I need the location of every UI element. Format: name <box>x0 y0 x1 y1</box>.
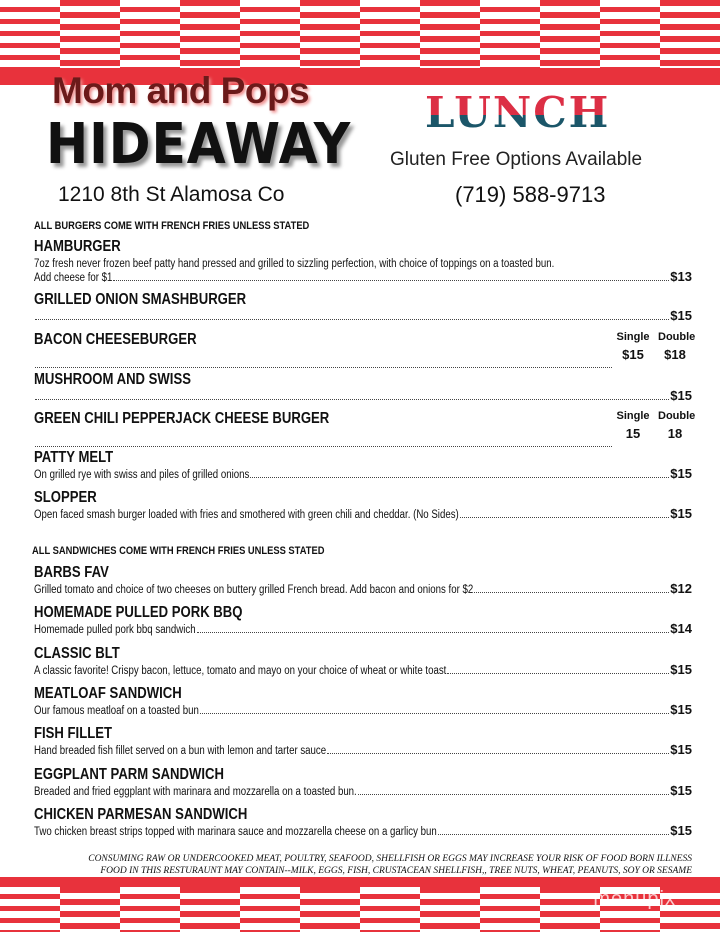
item-name: GREEN CHILI PEPPERJACK CHEESE BURGER <box>34 410 330 427</box>
menu-item <box>34 410 696 450</box>
phone-number: (719) 588-9713 <box>455 182 606 207</box>
size-prices <box>616 347 692 362</box>
checker-column <box>480 0 540 68</box>
disclaimer-line-2: FOOD IN THIS RESTURAUNT MAY CONTAIN--MILK, EGGS, FISH, CRUSTACEAN SHELLFISH,, TREE NUTS, WHEAT, PEANUTS, SOY OR SESAME <box>100 866 692 876</box>
double-label: Double <box>658 331 696 343</box>
item-price: $15 <box>670 388 692 403</box>
menu-item <box>34 291 692 323</box>
item-name: CHICKEN PARMESAN SANDWICH <box>34 806 248 823</box>
menu-item <box>34 725 692 757</box>
watermark: menupix <box>593 888 676 910</box>
menu-item <box>34 489 692 521</box>
item-name: GRILLED ONION SMASHBURGER <box>34 291 247 308</box>
item-description: Grilled tomato and choice of two cheeses on buttery grilled French bread. Add bacon and onions for $2 <box>34 584 474 596</box>
dot-leader <box>197 632 670 633</box>
dot-leader <box>327 753 669 754</box>
size-prices <box>616 426 692 441</box>
double-label: Double <box>658 410 696 422</box>
single-price: $15 <box>622 347 644 362</box>
checker-column <box>420 887 480 932</box>
checker-column <box>480 887 540 932</box>
size-labels <box>616 410 696 422</box>
single-label: Single <box>616 410 650 422</box>
item-name: MEATLOAF SANDWICH <box>34 685 182 702</box>
item-price: $13 <box>670 269 692 284</box>
double-price: $18 <box>664 347 686 362</box>
size-labels <box>616 331 696 343</box>
dot-leader <box>200 713 669 714</box>
single-double-prices <box>616 331 696 362</box>
item-price: $15 <box>670 662 692 677</box>
disclaimer-line-1: CONSUMING RAW OR UNDERCOOKED MEAT, POULTRY, SEAFOOD, SHELLFISH OR EGGS MAY INCREASE YOUR RISK OF FOOD BORN ILLNESS <box>88 854 692 864</box>
menu-item <box>34 766 692 798</box>
checker-column <box>60 0 120 68</box>
checker-column <box>540 887 600 932</box>
item-price-line <box>34 357 692 371</box>
single-double-prices <box>616 410 696 441</box>
item-price-line <box>34 743 692 757</box>
item-price-line <box>34 622 692 636</box>
item-name: FISH FILLET <box>34 725 112 742</box>
item-description: 7oz fresh never frozen beef patty hand pressed and grilled to sizzling perfection, with choice of toppings on a toasted bun. <box>34 258 555 270</box>
item-price-line <box>34 784 692 798</box>
dot-leader <box>474 592 669 593</box>
checker-column <box>180 887 240 932</box>
menu-item <box>34 604 692 636</box>
item-price-line <box>34 389 692 403</box>
item-description: Hand breaded fish fillet served on a bun with lemon and tarter sauce <box>34 745 327 757</box>
single-label: Single <box>616 331 650 343</box>
dot-leader <box>35 446 612 447</box>
item-description: On grilled rye with swiss and piles of grilled onions <box>34 469 250 481</box>
gluten-free-note: Gluten Free Options Available <box>390 149 643 170</box>
item-price-line <box>34 663 692 677</box>
checker-column <box>120 0 180 68</box>
dot-leader <box>35 367 612 368</box>
item-name: BACON CHEESEBURGER <box>34 331 197 348</box>
item-price: $15 <box>670 506 692 521</box>
item-price: $15 <box>670 783 692 798</box>
sandwiches-note: ALL SANDWICHES COME WITH FRENCH FRIES UNLESS STATED <box>32 545 325 557</box>
logo-top-text: Mom and Pops <box>52 70 310 111</box>
item-price: $15 <box>670 823 692 838</box>
checker-column <box>660 0 720 68</box>
checker-column <box>540 0 600 68</box>
item-price-line <box>34 309 692 323</box>
item-name: HAMBURGER <box>34 238 121 255</box>
item-name: BARBS FAV <box>34 564 109 581</box>
dot-leader <box>113 280 669 281</box>
item-price: $15 <box>670 466 692 481</box>
item-description-line <box>34 256 692 270</box>
checker-column <box>300 887 360 932</box>
item-name: CLASSIC BLT <box>34 645 120 662</box>
menu-title: LUNCH <box>425 88 611 137</box>
checker-column <box>360 0 420 68</box>
single-price: 15 <box>625 426 641 441</box>
item-price: $15 <box>670 702 692 717</box>
checker-column <box>0 0 60 68</box>
burgers-note: ALL BURGERS COME WITH FRENCH FRIES UNLESS STATED <box>34 220 310 232</box>
checker-column <box>240 887 300 932</box>
checker-column <box>300 0 360 68</box>
checker-column <box>240 0 300 68</box>
item-price-line <box>34 270 692 284</box>
item-price-line <box>34 507 692 521</box>
checker-column <box>600 0 660 68</box>
item-price: $15 <box>670 308 692 323</box>
address: 1210 8th St Alamosa Co <box>58 183 285 206</box>
dot-leader <box>250 477 669 478</box>
item-description: Breaded and fried eggplant with marinara and mozzarella on a toasted bun. <box>34 786 357 798</box>
dot-leader <box>447 673 669 674</box>
item-name: SLOPPER <box>34 489 97 506</box>
menu-item <box>34 449 692 481</box>
item-description: Add cheese for $1 <box>34 272 113 284</box>
item-description: A classic favorite! Crispy bacon, lettuce, tomato and mayo on your choice of wheat or white toast <box>34 665 447 677</box>
item-description: Our famous meatloaf on a toasted bun <box>34 705 199 717</box>
item-name: PATTY MELT <box>34 449 114 466</box>
menu-item <box>34 564 692 596</box>
menu-item <box>34 806 692 838</box>
checker-column <box>420 0 480 68</box>
dot-leader <box>35 319 669 320</box>
menu-item <box>34 685 692 717</box>
dot-leader <box>460 517 670 518</box>
item-description: Two chicken breast strips topped with marinara sauce and mozzarella cheese on a garlicy bun <box>34 826 437 838</box>
double-price: 18 <box>667 426 683 441</box>
item-description: Homemade pulled pork bbq sandwich <box>34 624 196 636</box>
item-name: MUSHROOM AND SWISS <box>34 371 191 388</box>
item-price-line <box>34 824 692 838</box>
item-price-line <box>34 436 692 450</box>
menu-item <box>34 645 692 677</box>
logo-main-text: HIDEAWAY <box>46 112 352 177</box>
item-price: $15 <box>670 742 692 757</box>
item-price-line <box>34 703 692 717</box>
item-description: Open faced smash burger loaded with fries and smothered with green chili and cheddar. (No Sides) <box>34 509 459 521</box>
checker-column <box>360 887 420 932</box>
checker-column <box>0 887 60 932</box>
checker-column <box>60 887 120 932</box>
checker-column <box>180 0 240 68</box>
menu-item <box>34 371 692 403</box>
item-price-line <box>34 467 692 481</box>
dot-leader <box>35 399 669 400</box>
item-name: EGGPLANT PARM SANDWICH <box>34 766 224 783</box>
menu-item <box>34 331 696 371</box>
dot-leader <box>438 834 670 835</box>
dot-leader <box>358 794 670 795</box>
checker-column <box>120 887 180 932</box>
menu-item <box>34 238 692 284</box>
item-price: $12 <box>670 581 692 596</box>
item-price: $14 <box>670 621 692 636</box>
item-price-line <box>34 582 692 596</box>
item-name: HOMEMADE PULLED PORK BBQ <box>34 604 243 621</box>
